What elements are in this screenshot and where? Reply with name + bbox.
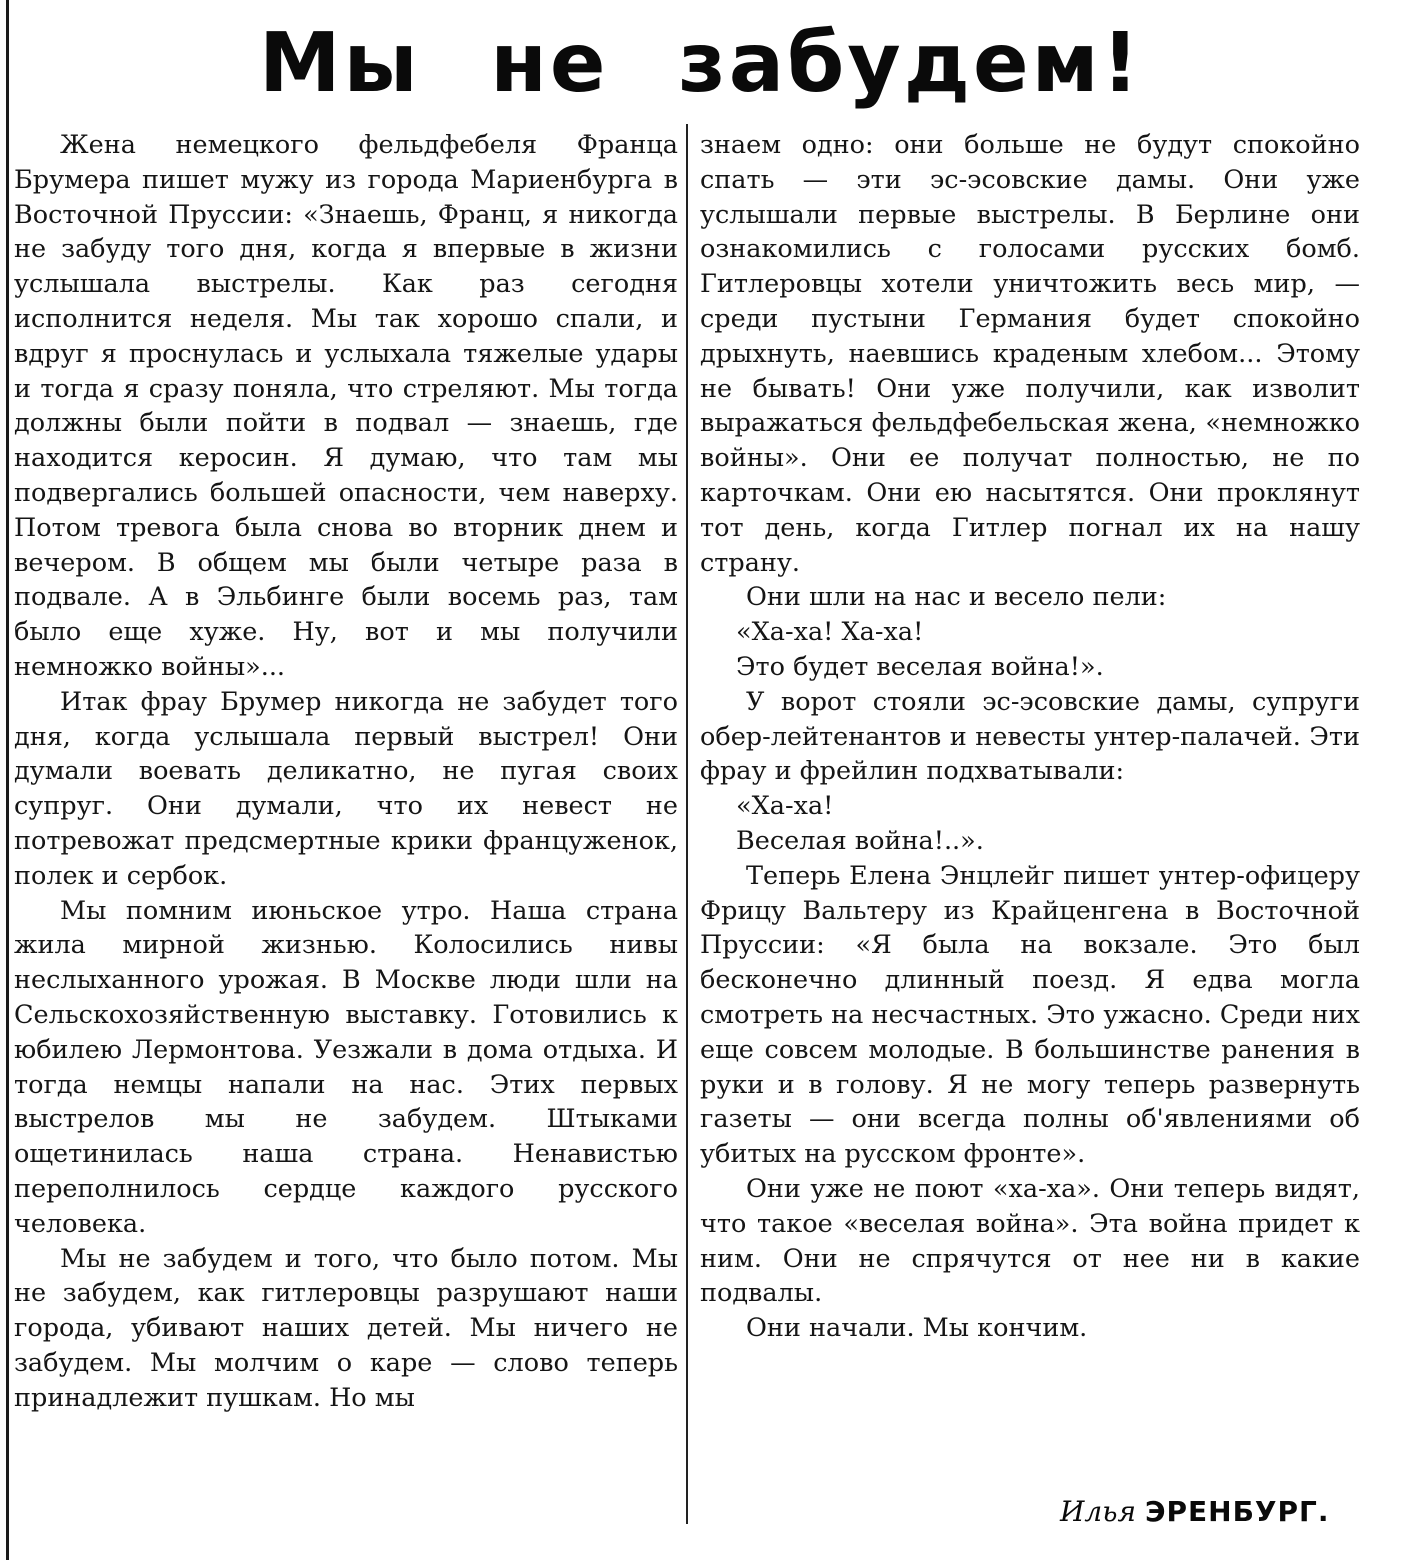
verse-line: Веселая война!..». xyxy=(736,825,984,856)
paragraph-june-morning: Мы помним июньское утро. Наша страна жила мирной жизнью. Колосились нивы неслыханного урожая. В Москве люди шли на Сельскохозяйственную выставку. Готовились к юбилею Лермонтова. Уезжали в дома отдыха. И тогда немцы напали на нас. Этих первых выстрелов мы не забудем. Штыками ощетинилась наша страна. Ненавистью переполнилось сердце каждого русского человека. xyxy=(14,895,678,1239)
paragraph-letter-brumer: Жена немецкого фельдфебеля Франца Брумера пишет мужу из города Мариенбурга в Восточной Пруссии: «Знаешь, Франц, я никогда не забуду того дня, когда я впервые в жизни услышала выстрелы. Как раз сегодня исполнится неделя. Мы так хорошо спали, и вдруг я проснулась и услыхала тяжелые удары и тогда я сразу поняла, что стреляют. Мы тогда должны были пойти в подвал — знаешь, где находится керосин. Я думаю, что там мы подвергались большей опасности, чем наверху. Потом тревога была снова во вторник днем и вечером. В общем мы были четыре раза в подвале. А в Эльбинге были восемь раз, там было еще хуже. Ну, вот и мы получили немножко войны»... xyxy=(14,130,678,682)
paragraph-they-sang: Они шли на нас и весело пели: xyxy=(746,582,1167,613)
verse-line: «Ха-ха! Ха-ха! xyxy=(736,617,924,648)
paragraph-frau-brumer: Итак фрау Брумер никогда не забудет того дня, когда услышала первый выстрел! Они думали воевать деликатно, не пугая своих супруг. Они думали, что их невест не потревожат предсмертные крики француженок, полек и сербок. xyxy=(14,686,678,891)
author-signature xyxy=(1060,1492,1340,1532)
paragraph-elena-letter: Теперь Елена Энцлейг пишет унтер-офицеру Фрицу Вальтеру из Крайценгена в Восточной Пруссии: «Я была на вокзале. Это был бесконечно длинный поезд. Я едва могла смотреть на несчастных. Это ужасно. Среди них еще совсем молодые. В большинстве ранения в руки и в голову. Я не могу теперь развернуть газеты — они всегда полны об'явлениями об убитых на русском фронте». xyxy=(700,860,1360,1170)
article-column-right xyxy=(700,128,1360,1346)
page-left-rule xyxy=(6,0,9,1560)
paragraph-no-more-haha: Они уже не поют «ха-ха». Они теперь видят, что такое «веселая война». Эта война придет к ним. Они не спрячутся от нее ни в какие подвалы. xyxy=(700,1173,1360,1309)
paragraph-we-will-not-forget: Мы не забудем и того, что было потом. Мы не забудем, как гитлеровцы разрушают наши города, убивают наших детей. Мы ничего не забудем. Мы молчим о каре — слово теперь принадлежит пушкам. Но мы xyxy=(14,1243,678,1413)
verse-line: Это будет веселая война!». xyxy=(736,651,1104,682)
paragraph-ss-ladies: У ворот стояли эс-эсовские дамы, супруги обер-лейтенантов и невесты унтер-палачей. Эти фрау и фрейлин подхватывали: xyxy=(700,686,1360,787)
author-last-name: ЭРЕНБУРГ. xyxy=(1144,1495,1330,1528)
article-headline: Мы не забудем! xyxy=(258,16,1143,111)
verse-line: «Ха-ха! xyxy=(736,791,834,822)
column-divider xyxy=(686,124,688,1524)
author-first-name: Илья xyxy=(1060,1495,1137,1528)
article-column-left xyxy=(14,128,678,1415)
paragraph-they-started: Они начали. Мы кончим. xyxy=(746,1313,1088,1344)
paragraph-continuation: знаем одно: они больше не будут спокойно спать — эти эс-эсовские дамы. Они уже услышали первые выстрелы. В Берлине они ознакомились с голосами русских бомб. Гитлеровцы хотели уничтожить весь мир, — среди пустыни Германия будет спокойно дрыхнуть, наевшись краденым хлебом... Этому не бывать! Они уже получили, как изволит выражаться фельдфебельская жена, «немножко войны». Они ее получат полностью, не по карточкам. Они ею насытятся. Они проклянут тот день, когда Гитлер погнал их на нашу страну. xyxy=(700,130,1360,578)
